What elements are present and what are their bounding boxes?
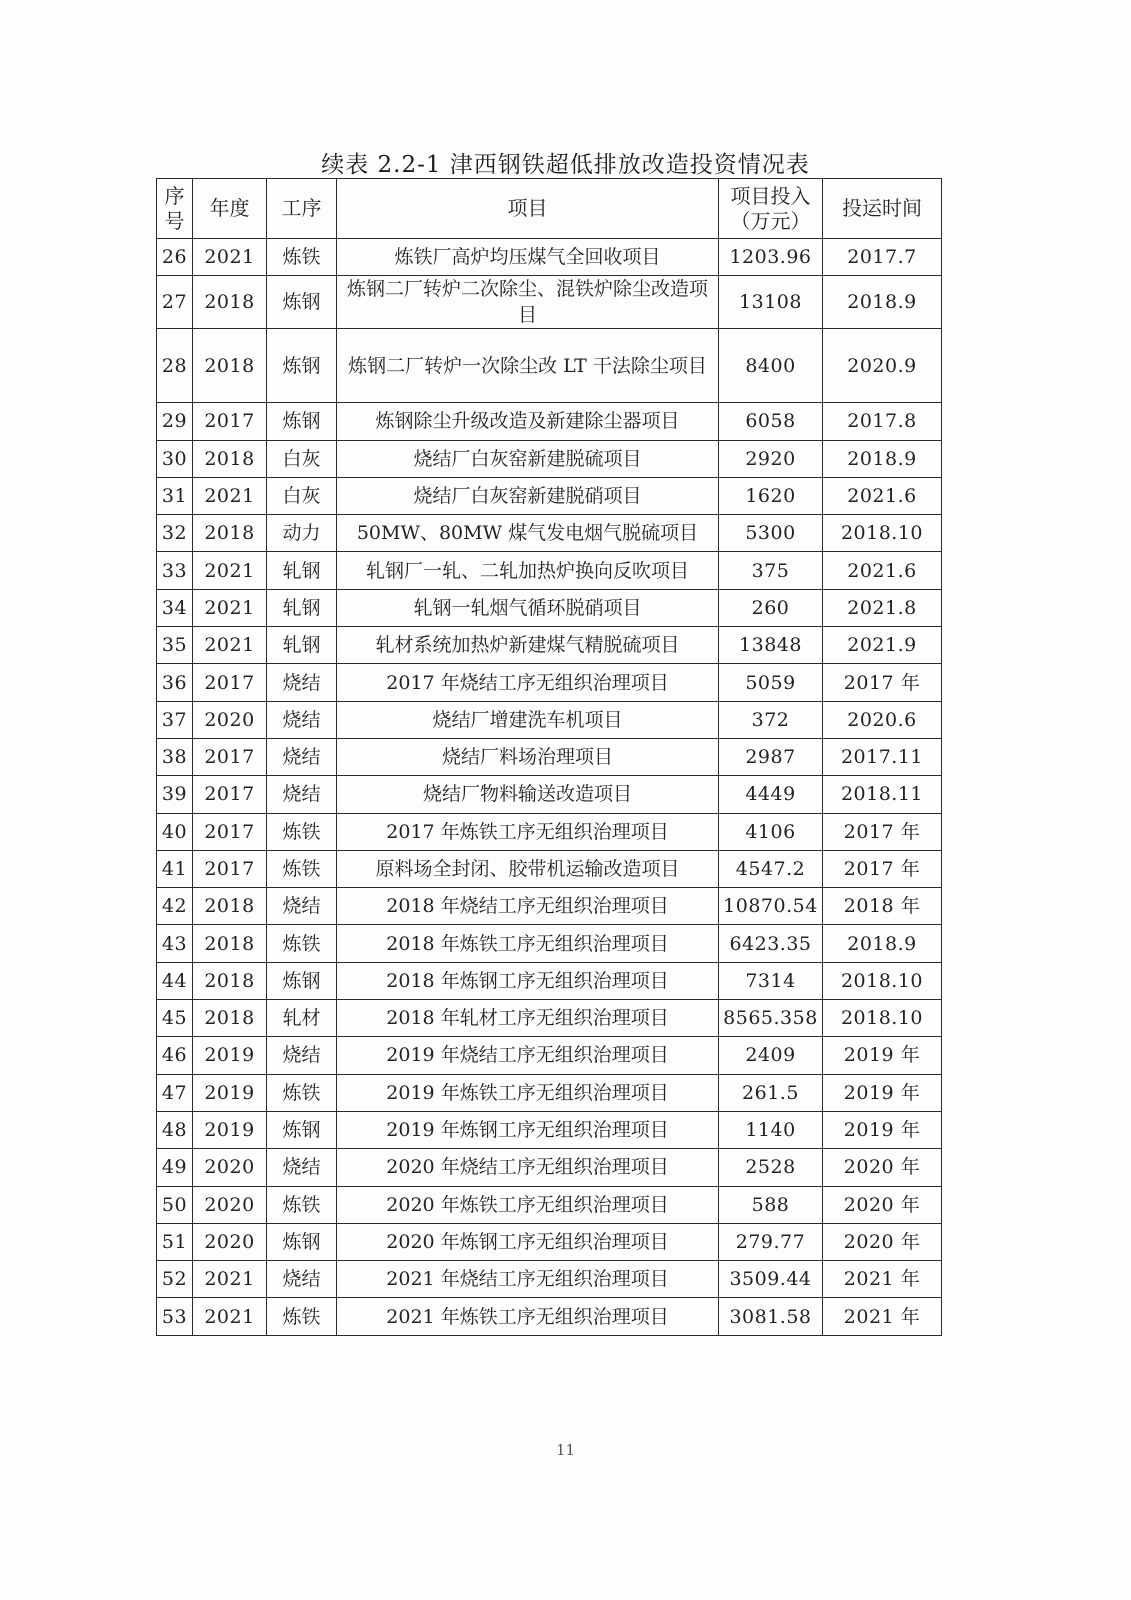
cell-investment: 588 bbox=[719, 1186, 823, 1223]
investment-table bbox=[156, 178, 942, 1336]
cell-seq: 36 bbox=[157, 664, 193, 701]
cell-investment: 279.77 bbox=[719, 1223, 823, 1260]
cell-time: 2021.9 bbox=[823, 627, 942, 664]
cell-time: 2020 年 bbox=[823, 1223, 942, 1260]
cell-process: 烧结 bbox=[267, 1149, 337, 1186]
table-row bbox=[157, 962, 942, 999]
cell-process: 烧结 bbox=[267, 776, 337, 813]
cell-time: 2018.10 bbox=[823, 515, 942, 552]
cell-investment: 2528 bbox=[719, 1149, 823, 1186]
cell-time: 2018.10 bbox=[823, 962, 942, 999]
cell-process: 炼铁 bbox=[267, 1298, 337, 1335]
cell-year: 2018 bbox=[193, 888, 267, 925]
cell-process: 轧钢 bbox=[267, 589, 337, 626]
header-year: 年度 bbox=[193, 179, 267, 239]
cell-year: 2018 bbox=[193, 329, 267, 403]
cell-investment: 1620 bbox=[719, 477, 823, 514]
cell-project: 2019 年烧结工序无组织治理项目 bbox=[337, 1037, 719, 1074]
cell-time: 2017 年 bbox=[823, 664, 942, 701]
cell-time: 2018 年 bbox=[823, 888, 942, 925]
cell-year: 2017 bbox=[193, 738, 267, 775]
cell-project: 2021 年炼铁工序无组织治理项目 bbox=[337, 1298, 719, 1335]
cell-seq: 27 bbox=[157, 276, 193, 329]
cell-year: 2017 bbox=[193, 403, 267, 440]
table-row bbox=[157, 1298, 942, 1335]
cell-year: 2018 bbox=[193, 1000, 267, 1037]
cell-seq: 33 bbox=[157, 552, 193, 589]
cell-seq: 41 bbox=[157, 850, 193, 887]
cell-project: 炼钢二厂转炉二次除尘、混铁炉除尘改造项目 bbox=[337, 276, 719, 329]
cell-seq: 29 bbox=[157, 403, 193, 440]
cell-project: 2018 年烧结工序无组织治理项目 bbox=[337, 888, 719, 925]
cell-time: 2017.7 bbox=[823, 239, 942, 276]
cell-project: 2020 年炼钢工序无组织治理项目 bbox=[337, 1223, 719, 1260]
cell-process: 炼铁 bbox=[267, 813, 337, 850]
cell-project: 2017 年炼铁工序无组织治理项目 bbox=[337, 813, 719, 850]
cell-seq: 28 bbox=[157, 329, 193, 403]
cell-time: 2018.11 bbox=[823, 776, 942, 813]
cell-time: 2017 年 bbox=[823, 813, 942, 850]
cell-year: 2021 bbox=[193, 477, 267, 514]
cell-process: 轧材 bbox=[267, 1000, 337, 1037]
cell-investment: 13848 bbox=[719, 627, 823, 664]
cell-project: 烧结厂白灰窑新建脱硝项目 bbox=[337, 477, 719, 514]
table-row bbox=[157, 701, 942, 738]
cell-year: 2021 bbox=[193, 627, 267, 664]
cell-seq: 49 bbox=[157, 1149, 193, 1186]
cell-process: 烧结 bbox=[267, 1037, 337, 1074]
header-process: 工序 bbox=[267, 179, 337, 239]
cell-process: 炼铁 bbox=[267, 850, 337, 887]
cell-seq: 39 bbox=[157, 776, 193, 813]
cell-investment: 7314 bbox=[719, 962, 823, 999]
cell-investment: 5300 bbox=[719, 515, 823, 552]
cell-process: 炼铁 bbox=[267, 925, 337, 962]
cell-process: 轧钢 bbox=[267, 552, 337, 589]
table-row bbox=[157, 1074, 942, 1111]
cell-project: 烧结厂白灰窑新建脱硫项目 bbox=[337, 440, 719, 477]
table-body bbox=[157, 239, 942, 1336]
table-row bbox=[157, 477, 942, 514]
cell-investment: 2409 bbox=[719, 1037, 823, 1074]
table-row bbox=[157, 738, 942, 775]
cell-time: 2019 年 bbox=[823, 1037, 942, 1074]
cell-seq: 26 bbox=[157, 239, 193, 276]
table-row bbox=[157, 1186, 942, 1223]
cell-seq: 50 bbox=[157, 1186, 193, 1223]
cell-year: 2017 bbox=[193, 850, 267, 887]
cell-year: 2019 bbox=[193, 1111, 267, 1148]
cell-seq: 31 bbox=[157, 477, 193, 514]
cell-project: 烧结厂增建洗车机项目 bbox=[337, 701, 719, 738]
cell-investment: 8565.358 bbox=[719, 1000, 823, 1037]
cell-year: 2021 bbox=[193, 552, 267, 589]
cell-project: 烧结厂物料输送改造项目 bbox=[337, 776, 719, 813]
cell-time: 2017.11 bbox=[823, 738, 942, 775]
cell-process: 烧结 bbox=[267, 664, 337, 701]
cell-process: 炼钢 bbox=[267, 962, 337, 999]
table-row bbox=[157, 1000, 942, 1037]
table-row bbox=[157, 1261, 942, 1298]
cell-process: 动力 bbox=[267, 515, 337, 552]
cell-project: 炼钢除尘升级改造及新建除尘器项目 bbox=[337, 403, 719, 440]
cell-process: 白灰 bbox=[267, 477, 337, 514]
cell-investment: 2987 bbox=[719, 738, 823, 775]
cell-process: 烧结 bbox=[267, 1261, 337, 1298]
cell-seq: 34 bbox=[157, 589, 193, 626]
cell-seq: 51 bbox=[157, 1223, 193, 1260]
cell-project: 50MW、80MW 煤气发电烟气脱硫项目 bbox=[337, 515, 719, 552]
cell-time: 2019 年 bbox=[823, 1111, 942, 1148]
table-row bbox=[157, 813, 942, 850]
cell-time: 2021.6 bbox=[823, 552, 942, 589]
cell-project: 烧结厂料场治理项目 bbox=[337, 738, 719, 775]
cell-time: 2018.10 bbox=[823, 1000, 942, 1037]
cell-time: 2019 年 bbox=[823, 1074, 942, 1111]
header-time: 投运时间 bbox=[823, 179, 942, 239]
table-row bbox=[157, 888, 942, 925]
cell-year: 2017 bbox=[193, 813, 267, 850]
table-row bbox=[157, 1149, 942, 1186]
table-row bbox=[157, 1111, 942, 1148]
cell-time: 2021.6 bbox=[823, 477, 942, 514]
page-number: 11 bbox=[555, 1441, 576, 1459]
cell-time: 2021 年 bbox=[823, 1298, 942, 1335]
cell-process: 轧钢 bbox=[267, 627, 337, 664]
cell-seq: 45 bbox=[157, 1000, 193, 1037]
cell-year: 2019 bbox=[193, 1074, 267, 1111]
table-row bbox=[157, 403, 942, 440]
cell-seq: 48 bbox=[157, 1111, 193, 1148]
cell-investment: 1140 bbox=[719, 1111, 823, 1148]
cell-time: 2020.9 bbox=[823, 329, 942, 403]
cell-time: 2017.8 bbox=[823, 403, 942, 440]
cell-seq: 52 bbox=[157, 1261, 193, 1298]
cell-year: 2020 bbox=[193, 1223, 267, 1260]
cell-process: 炼钢 bbox=[267, 1223, 337, 1260]
cell-seq: 37 bbox=[157, 701, 193, 738]
cell-time: 2018.9 bbox=[823, 276, 942, 329]
cell-project: 2017 年烧结工序无组织治理项目 bbox=[337, 664, 719, 701]
table-row bbox=[157, 627, 942, 664]
cell-seq: 46 bbox=[157, 1037, 193, 1074]
cell-process: 炼钢 bbox=[267, 329, 337, 403]
cell-seq: 30 bbox=[157, 440, 193, 477]
cell-process: 炼钢 bbox=[267, 1111, 337, 1148]
cell-time: 2020.6 bbox=[823, 701, 942, 738]
cell-year: 2018 bbox=[193, 515, 267, 552]
cell-seq: 40 bbox=[157, 813, 193, 850]
cell-investment: 372 bbox=[719, 701, 823, 738]
cell-investment: 375 bbox=[719, 552, 823, 589]
cell-investment: 4106 bbox=[719, 813, 823, 850]
cell-project: 2018 年轧材工序无组织治理项目 bbox=[337, 1000, 719, 1037]
cell-seq: 35 bbox=[157, 627, 193, 664]
cell-process: 炼铁 bbox=[267, 1074, 337, 1111]
cell-project: 2018 年炼铁工序无组织治理项目 bbox=[337, 925, 719, 962]
cell-investment: 261.5 bbox=[719, 1074, 823, 1111]
cell-investment: 13108 bbox=[719, 276, 823, 329]
cell-seq: 44 bbox=[157, 962, 193, 999]
table-row bbox=[157, 664, 942, 701]
cell-process: 烧结 bbox=[267, 701, 337, 738]
cell-process: 烧结 bbox=[267, 888, 337, 925]
cell-process: 白灰 bbox=[267, 440, 337, 477]
cell-year: 2017 bbox=[193, 664, 267, 701]
table-row bbox=[157, 440, 942, 477]
cell-time: 2018.9 bbox=[823, 440, 942, 477]
cell-year: 2018 bbox=[193, 276, 267, 329]
cell-seq: 43 bbox=[157, 925, 193, 962]
cell-project: 炼铁厂高炉均压煤气全回收项目 bbox=[337, 239, 719, 276]
cell-investment: 1203.96 bbox=[719, 239, 823, 276]
cell-project: 2019 年炼铁工序无组织治理项目 bbox=[337, 1074, 719, 1111]
cell-seq: 42 bbox=[157, 888, 193, 925]
cell-time: 2021.8 bbox=[823, 589, 942, 626]
cell-project: 2020 年烧结工序无组织治理项目 bbox=[337, 1149, 719, 1186]
cell-investment: 6058 bbox=[719, 403, 823, 440]
cell-investment: 8400 bbox=[719, 329, 823, 403]
table-title: 续表 2.2-1 津西钢铁超低排放改造投资情况表 bbox=[321, 152, 810, 178]
table-row bbox=[157, 276, 942, 329]
cell-time: 2021 年 bbox=[823, 1261, 942, 1298]
cell-project: 轧钢一轧烟气循环脱硝项目 bbox=[337, 589, 719, 626]
cell-investment: 6423.35 bbox=[719, 925, 823, 962]
cell-project: 2020 年炼铁工序无组织治理项目 bbox=[337, 1186, 719, 1223]
cell-year: 2020 bbox=[193, 1149, 267, 1186]
cell-project: 2019 年炼钢工序无组织治理项目 bbox=[337, 1111, 719, 1148]
table-row bbox=[157, 850, 942, 887]
cell-process: 炼钢 bbox=[267, 276, 337, 329]
cell-project: 2021 年烧结工序无组织治理项目 bbox=[337, 1261, 719, 1298]
cell-seq: 47 bbox=[157, 1074, 193, 1111]
cell-project: 轧钢厂一轧、二轧加热炉换向反吹项目 bbox=[337, 552, 719, 589]
cell-investment: 3509.44 bbox=[719, 1261, 823, 1298]
table-row bbox=[157, 776, 942, 813]
table-row bbox=[157, 329, 942, 403]
cell-investment: 4547.2 bbox=[719, 850, 823, 887]
cell-year: 2021 bbox=[193, 589, 267, 626]
cell-investment: 10870.54 bbox=[719, 888, 823, 925]
cell-year: 2019 bbox=[193, 1037, 267, 1074]
table-row bbox=[157, 925, 942, 962]
header-seq: 序号 bbox=[157, 179, 193, 239]
cell-year: 2018 bbox=[193, 925, 267, 962]
cell-investment: 3081.58 bbox=[719, 1298, 823, 1335]
cell-process: 炼铁 bbox=[267, 1186, 337, 1223]
cell-process: 炼钢 bbox=[267, 403, 337, 440]
table-row bbox=[157, 589, 942, 626]
cell-project: 2018 年炼钢工序无组织治理项目 bbox=[337, 962, 719, 999]
table-row bbox=[157, 1037, 942, 1074]
table-row bbox=[157, 515, 942, 552]
cell-time: 2017 年 bbox=[823, 850, 942, 887]
cell-time: 2018.9 bbox=[823, 925, 942, 962]
cell-year: 2021 bbox=[193, 1261, 267, 1298]
cell-year: 2018 bbox=[193, 440, 267, 477]
cell-investment: 260 bbox=[719, 589, 823, 626]
cell-investment: 4449 bbox=[719, 776, 823, 813]
table-row bbox=[157, 552, 942, 589]
cell-year: 2020 bbox=[193, 1186, 267, 1223]
header-investment: 项目投入（万元） bbox=[719, 179, 823, 239]
cell-process: 炼铁 bbox=[267, 239, 337, 276]
table-header-row bbox=[157, 179, 942, 239]
table-row bbox=[157, 1223, 942, 1260]
cell-time: 2020 年 bbox=[823, 1149, 942, 1186]
cell-year: 2020 bbox=[193, 701, 267, 738]
cell-process: 烧结 bbox=[267, 738, 337, 775]
header-project: 项目 bbox=[337, 179, 719, 239]
cell-investment: 2920 bbox=[719, 440, 823, 477]
cell-seq: 53 bbox=[157, 1298, 193, 1335]
cell-project: 原料场全封闭、胶带机运输改造项目 bbox=[337, 850, 719, 887]
table-row bbox=[157, 239, 942, 276]
cell-investment: 5059 bbox=[719, 664, 823, 701]
cell-year: 2021 bbox=[193, 1298, 267, 1335]
cell-seq: 32 bbox=[157, 515, 193, 552]
cell-year: 2017 bbox=[193, 776, 267, 813]
cell-project: 轧材系统加热炉新建煤气精脱硫项目 bbox=[337, 627, 719, 664]
cell-project: 炼钢二厂转炉一次除尘改 LT 干法除尘项目 bbox=[337, 329, 719, 403]
cell-time: 2020 年 bbox=[823, 1186, 942, 1223]
cell-year: 2018 bbox=[193, 962, 267, 999]
cell-year: 2021 bbox=[193, 239, 267, 276]
cell-seq: 38 bbox=[157, 738, 193, 775]
